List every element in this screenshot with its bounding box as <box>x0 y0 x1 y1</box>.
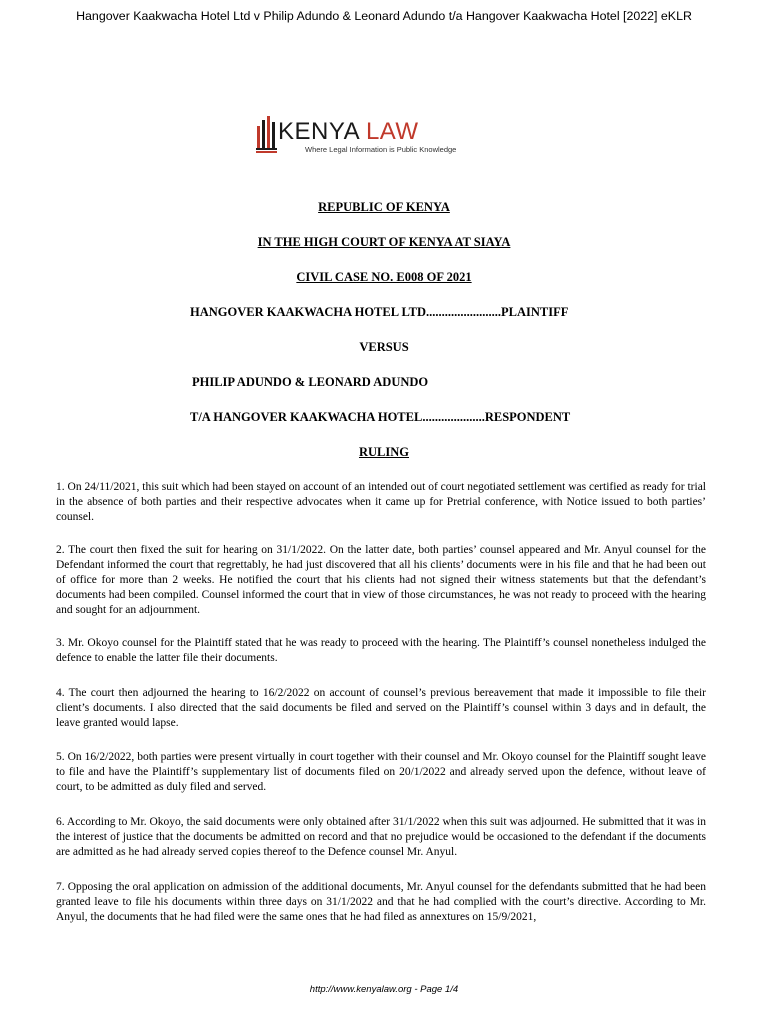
plaintiff-line: HANGOVER KAAKWACHA HOTEL LTD........................PLAINTIFF <box>190 305 569 319</box>
kenya-law-logo <box>256 114 466 158</box>
paragraph-6: 6. According to Mr. Okoyo, the said documents were only obtained after 31/1/2022 when this suit was adjourned. He submitted that it was in the interest of justice that the documents be admitted on record and that no prejudice would be occasioned to the defendant if the documents are admitted as he had already served copies thereof to the Defence counsel Mr. Anyul. <box>56 816 706 858</box>
ruling-heading: RULING <box>358 445 409 459</box>
court-heading: IN THE HIGH COURT OF KENYA AT SIAYA <box>257 235 511 249</box>
defendant-line-2: T/A HANGOVER KAAKWACHA HOTEL....................RESPONDENT <box>190 410 571 424</box>
logo-law-text: LAW <box>365 118 419 145</box>
case-number: CIVIL CASE NO. E008 OF 2021 <box>296 270 472 284</box>
paragraph-7: 7. Opposing the oral application on admission of the additional documents, Mr. Anyul counsel for the defendants submitted that he had been granted leave to file his documents within three days on 31/1/2022 and that he had complied with the court’s directive. According to Mr. Anyul, the documents that he had filed were the same ones that he had filed as annextures on 15/9/2021, <box>56 881 706 923</box>
republic-heading: REPUBLIC OF KENYA <box>318 200 450 214</box>
logo-tagline: Where Legal Information is Public Knowledge <box>305 145 457 154</box>
defendant-line-1: PHILIP ADUNDO & LEONARD ADUNDO <box>192 375 429 389</box>
document-header: Hangover Kaakwacha Hotel Ltd v Philip Adundo & Leonard Adundo t/a Hangover Kaakwacha Hotel [2022] eKLR <box>76 9 692 23</box>
logo-wordmark <box>278 118 419 146</box>
paragraph-5: 5. On 16/2/2022, both parties were present virtually in court together with their counsel and Mr. Okoyo counsel for the Plaintiff sought leave to file and have the Plaintiff’s supplementary list of documents filed on 20/1/2022 and already served upon the defence, without leave of court, to be admitted as duly filed and served. <box>56 751 706 793</box>
paragraph-3: 3. Mr. Okoyo counsel for the Plaintiff stated that he was ready to proceed with the hearing. The Plaintiff’s counsel nonetheless indulged the defence to enable the latter file their documents. <box>56 637 706 664</box>
versus-line: VERSUS <box>359 340 409 354</box>
paragraph-2: 2. The court then fixed the suit for hearing on 31/1/2022. On the latter date, both parties’ counsel appeared and Mr. Anyul counsel for the Defendant informed the court that regrettably, he had just discovered that all his clients’ documents were in his file and that he had been out of office for more than 2 weeks. He notified the court that his clients had not signed their witness statements but that the defendant’s documents had been compiled. Counsel informed the court that in view of those circumstances, he was not ready to proceed with the hearing and sought for an adjournment. <box>56 544 706 616</box>
page-footer: http://www.kenyalaw.org - Page 1/4 <box>309 984 459 995</box>
paragraph-1: 1. On 24/11/2021, this suit which had been stayed on account of an intended out of court negotiated settlement was certified as ready for trial in the absence of both parties and their respective advocates when it came up for Pretrial conference, with Notice issued to both parties’ counsel. <box>56 481 706 523</box>
logo-kenya-text: KENYA <box>278 118 359 145</box>
paragraph-4: 4. The court then adjourned the hearing to 16/2/2022 on account of counsel’s previous bereavement that made it impossible to file their client’s documents. I also directed that the said documents be filed and served on the Plaintiff’s counsel within 3 days and in default, the leave granted would lapse. <box>56 687 706 729</box>
pillars-icon <box>256 116 278 154</box>
